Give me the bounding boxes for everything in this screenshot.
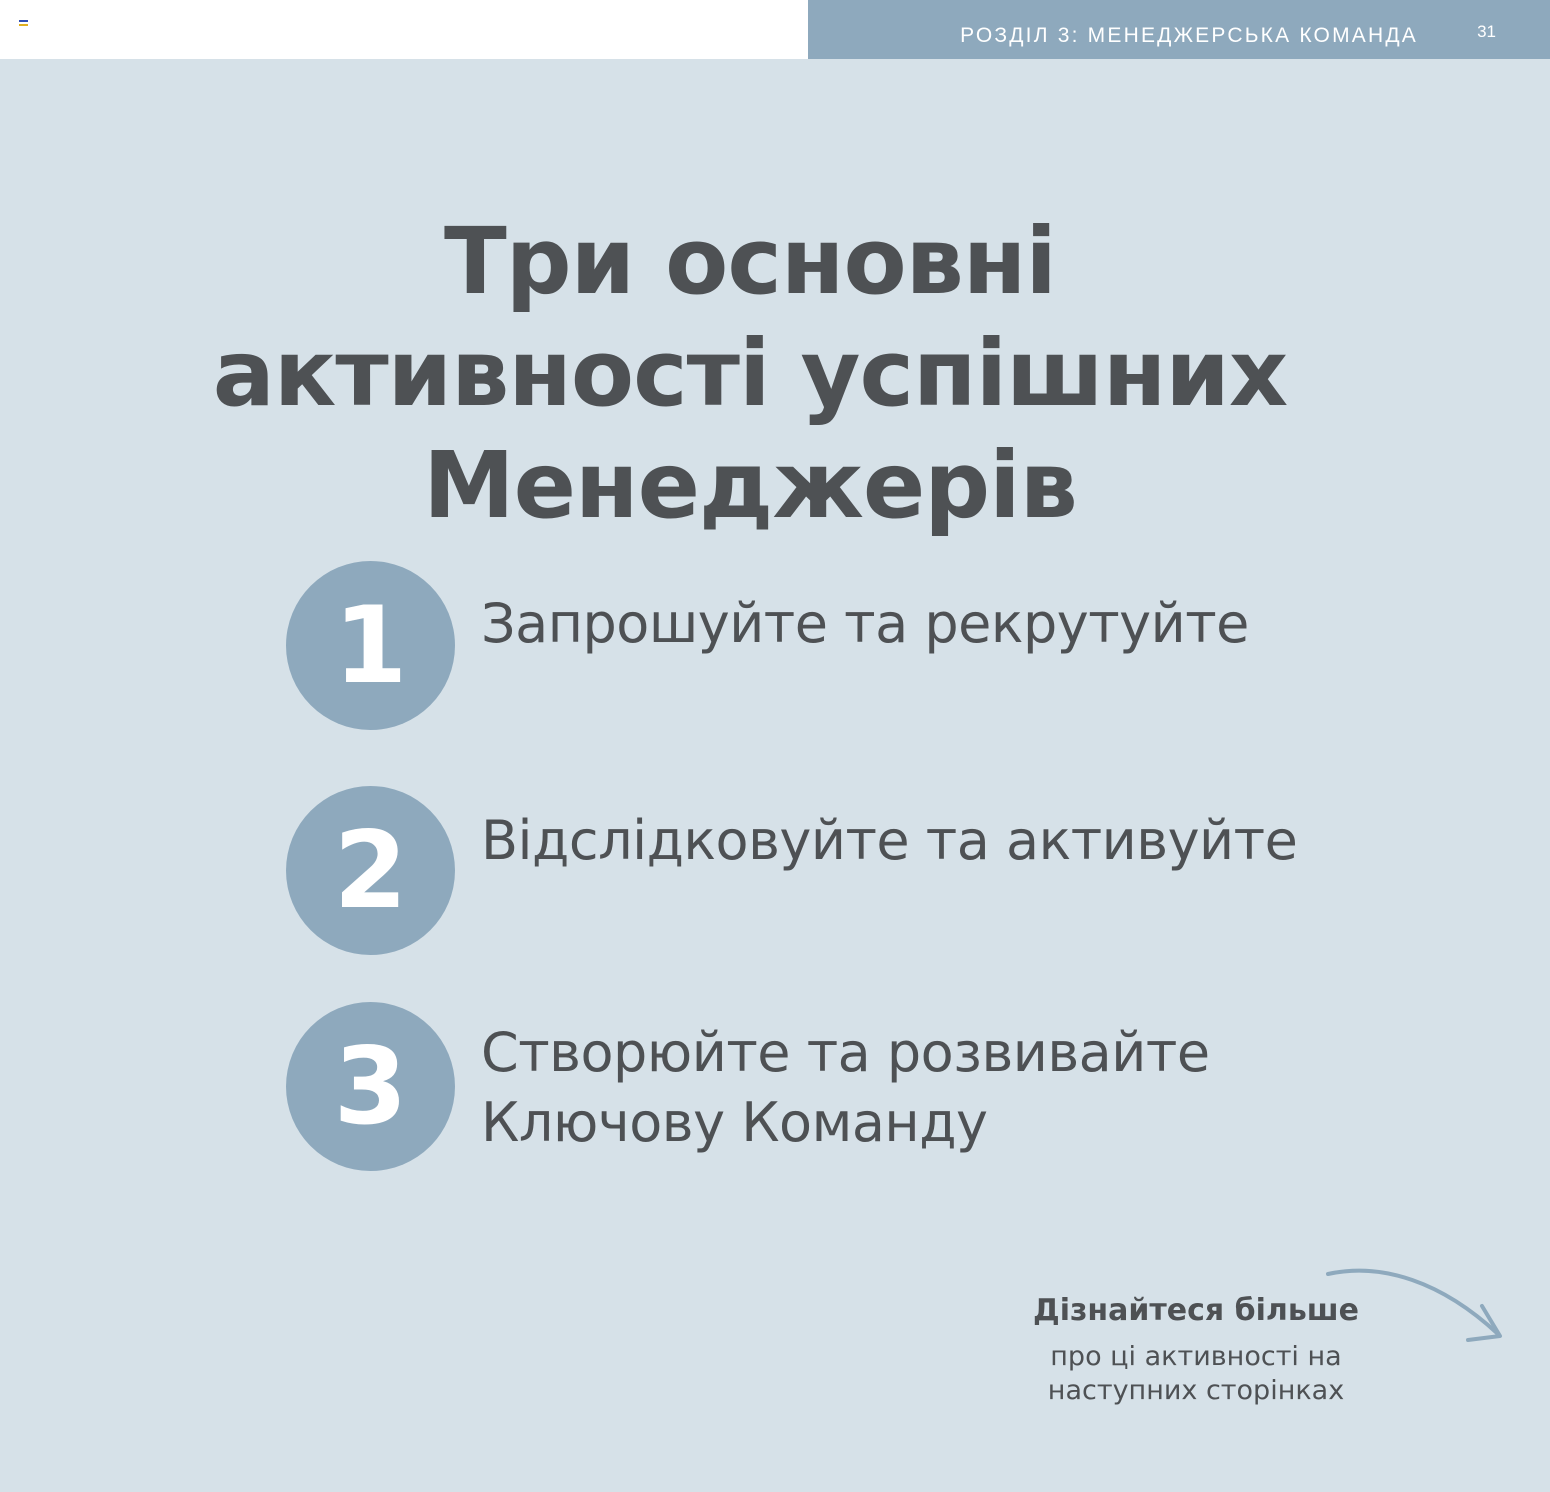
- page-title-line: активності успішних: [212, 320, 1288, 427]
- top-bar-left: [0, 0, 808, 59]
- activity-text-line: Запрошуйте та рекрутуйте: [481, 592, 1249, 655]
- page-number: 31: [1477, 22, 1496, 41]
- activity-text-line: Відслідковуйте та активуйте: [481, 809, 1298, 872]
- learn-more-subtitle-line: про ці активності на: [1050, 1341, 1342, 1372]
- learn-more-subtitle-line: наступних сторінках: [1047, 1375, 1345, 1406]
- curved-arrow-icon: [1322, 1262, 1512, 1352]
- activity-text: [481, 806, 1297, 876]
- ukraine-flag-icon: [19, 20, 28, 26]
- number-circle: 3: [286, 1002, 455, 1171]
- section-title: РОЗДІЛ 3: МЕНЕДЖЕРСЬКА КОМАНДА: [960, 24, 1418, 47]
- page-title-line: Менеджерів: [423, 432, 1077, 539]
- number-circle: 1: [286, 561, 455, 730]
- activity-text-line: Ключову Команду: [481, 1091, 988, 1154]
- learn-more-title: Дізнайтеся більше: [1032, 1293, 1360, 1328]
- top-bar: [0, 0, 1550, 59]
- activity-text-line: Створюйте та розвивайте: [481, 1021, 1210, 1084]
- activity-text: [481, 589, 1249, 659]
- top-bar-right: [808, 0, 1550, 59]
- page-title: [0, 206, 1500, 542]
- page-title-line: Три основні: [444, 208, 1056, 315]
- number-circle: 2: [286, 786, 455, 955]
- activity-text: [481, 1018, 1210, 1158]
